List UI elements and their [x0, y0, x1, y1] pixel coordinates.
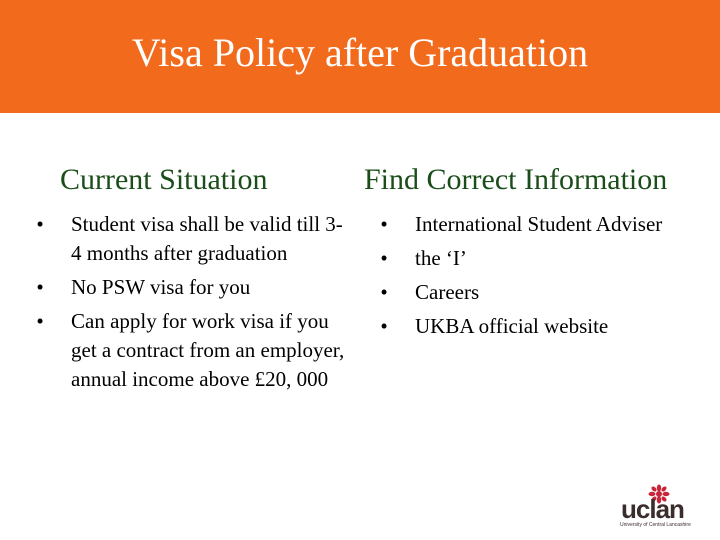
list-item — [30, 307, 350, 394]
list-item-text: No PSW visa for you — [71, 275, 251, 299]
list-item — [374, 312, 704, 341]
right-bullet-list — [374, 210, 704, 346]
left-bullet-list — [30, 210, 350, 399]
bullet-icon: • — [380, 280, 388, 304]
list-item-text: Careers — [415, 280, 480, 304]
uclan-logo: uclan — [621, 494, 684, 524]
slide-title: Visa Policy after Graduation — [131, 30, 589, 75]
list-item-text: the ‘I’ — [415, 246, 467, 270]
bullet-icon: • — [380, 314, 388, 338]
bullet-icon: • — [380, 246, 388, 270]
list-item-text: International Student Adviser — [415, 212, 663, 236]
list-item-text: UKBA official website — [415, 314, 609, 338]
bullet-icon: • — [36, 275, 44, 299]
list-item — [30, 210, 350, 268]
list-item — [30, 273, 350, 302]
left-column-heading: Current Situation — [60, 163, 268, 196]
list-item — [374, 244, 704, 273]
uclan-logo-subtext: University of Central Lancashire — [620, 522, 691, 528]
list-item-text: Student visa shall be valid till 3-4 months after graduation — [71, 212, 343, 265]
list-item — [374, 210, 704, 239]
list-item — [374, 278, 704, 307]
bullet-icon: • — [36, 212, 44, 236]
bullet-icon: • — [380, 212, 388, 236]
list-item-text: Can apply for work visa if you get a contract from an employer, annual income above £20, 000 — [71, 309, 345, 391]
right-column-heading: Find Correct Information — [364, 163, 668, 196]
title-bar — [0, 0, 720, 113]
bullet-icon: • — [36, 309, 44, 333]
